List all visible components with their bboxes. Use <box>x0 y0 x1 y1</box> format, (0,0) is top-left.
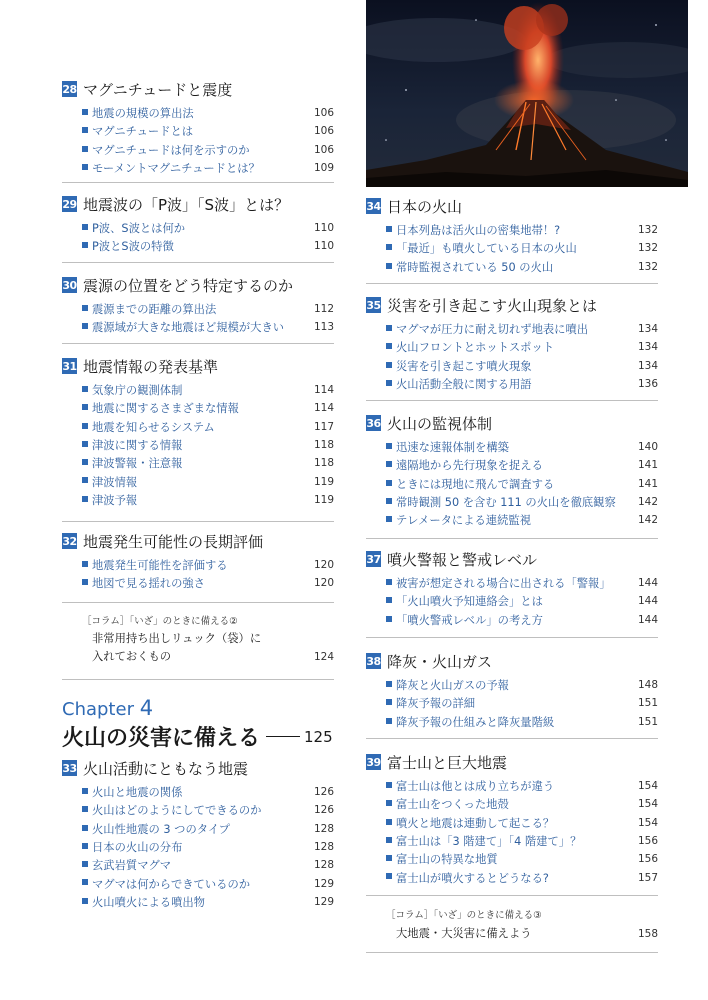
column-caption: ［コラム］「いざ」のときに備える② <box>82 616 238 627</box>
toc-item-label: 震源域が大きな地震ほど規模が大きい <box>92 321 285 335</box>
divider <box>366 952 658 953</box>
toc-item[interactable] <box>62 574 334 592</box>
section-heading[interactable] <box>366 412 658 434</box>
toc-item[interactable] <box>62 556 334 574</box>
toc-item[interactable] <box>366 795 658 813</box>
toc-item-label: 火山フロントとホットスポット <box>396 341 555 355</box>
toc-item[interactable] <box>366 493 658 511</box>
toc-item-label: 火山噴火による噴出物 <box>92 895 205 909</box>
section-heading[interactable] <box>62 193 334 215</box>
toc-section-38 <box>366 650 658 731</box>
page-number: 117 <box>313 420 334 433</box>
toc-item[interactable] <box>62 104 334 122</box>
page-number: 144 <box>637 577 658 590</box>
toc-item[interactable] <box>62 874 334 892</box>
toc-item[interactable] <box>62 418 334 436</box>
page-number: 109 <box>313 162 334 175</box>
page-number: 118 <box>313 439 334 452</box>
section-title: 災害を引き起こす火山現象とは <box>387 296 598 315</box>
divider <box>62 182 334 183</box>
section-title: 地震波の「P波」「S波」とは？ <box>83 195 290 214</box>
chapter-title: 火山の災害に備える <box>62 726 261 751</box>
toc-item-label: 富士山の特異な地質 <box>396 853 498 867</box>
toc-item[interactable] <box>62 399 334 417</box>
divider <box>366 400 658 401</box>
page-number: 140 <box>637 441 658 454</box>
page-number: 106 <box>313 107 334 120</box>
page-number: 142 <box>637 514 658 527</box>
page-number: 148 <box>637 679 658 692</box>
toc-item-label: ときには現地に飛んで調査する <box>396 477 555 491</box>
toc-item-label: マグマが圧力に耐え切れず地表に噴出 <box>396 323 589 337</box>
toc-item-label: 富士山は他とは成り立ちが違う <box>396 780 555 794</box>
toc-item-label: 迅速な速報体制を構築 <box>396 441 509 455</box>
toc-item-label: 地図で見る揺れの強さ <box>92 577 205 591</box>
page-number: 128 <box>313 859 334 872</box>
column-note[interactable] <box>62 613 334 666</box>
page-number: 118 <box>313 457 334 470</box>
section-title: 地震発生可能性の長期評価 <box>83 532 264 551</box>
section-number-badge: 30 <box>62 278 77 292</box>
page-number: 113 <box>313 321 334 334</box>
page-number: 128 <box>313 822 334 835</box>
toc-item[interactable] <box>366 338 658 356</box>
toc-item-label: 津波情報 <box>92 475 138 489</box>
section-heading[interactable] <box>62 274 334 296</box>
toc-item[interactable] <box>62 141 334 159</box>
toc-item-label: 地震の規模の算出法 <box>92 107 194 121</box>
toc-item-label: 降灰と火山ガスの予報 <box>396 679 509 693</box>
page-number: 132 <box>637 260 658 273</box>
toc-item-label: P波とS波の特徴 <box>92 240 174 254</box>
chapter-number: 4 <box>139 696 154 720</box>
page-number: 112 <box>313 303 334 316</box>
toc-item[interactable] <box>366 868 658 886</box>
chapter-page: 125 <box>304 727 333 746</box>
column-title-line1: 非常用持ち出しリュック（袋）に <box>92 632 262 645</box>
section-number-badge: 34 <box>366 199 381 213</box>
toc-item[interactable] <box>62 783 334 801</box>
section-number-badge: 31 <box>62 359 77 373</box>
toc-section-36 <box>366 412 658 529</box>
page-number: 124 <box>313 651 334 663</box>
page-number: 142 <box>637 496 658 509</box>
toc-item-label: 富士山をつくった地殻 <box>396 798 509 812</box>
leader-line <box>266 736 300 737</box>
toc-item[interactable] <box>366 814 658 832</box>
page-number: 110 <box>313 222 334 235</box>
section-heading[interactable] <box>366 548 658 570</box>
page-number: 157 <box>637 871 658 884</box>
toc-section-30 <box>62 274 334 337</box>
toc-section-39 <box>366 751 658 887</box>
toc-item-label: 津波に関する情報 <box>92 439 183 453</box>
section-heading[interactable] <box>366 294 658 316</box>
toc-item[interactable] <box>62 237 334 255</box>
toc-item[interactable] <box>62 436 334 454</box>
page-number: 151 <box>637 715 658 728</box>
page-number: 151 <box>637 697 658 710</box>
toc-item-label: 降灰予報の詳細 <box>396 697 476 711</box>
section-title: 火山の監視体制 <box>387 414 493 433</box>
page-number: 154 <box>637 816 658 829</box>
toc-item-label: 気象庁の観測体制 <box>92 384 183 398</box>
section-number-badge: 38 <box>366 654 381 668</box>
right-column <box>366 0 658 1000</box>
page-number: 106 <box>313 143 334 156</box>
toc-item[interactable] <box>62 893 334 911</box>
section-title: 富士山と巨大地震 <box>387 753 508 772</box>
section-heading[interactable] <box>366 751 658 773</box>
page-number: 126 <box>313 786 334 799</box>
toc-item-label: 火山はどのようにしてできるのか <box>92 804 262 818</box>
toc-item[interactable] <box>366 258 658 276</box>
toc-section-34 <box>366 195 658 276</box>
section-heading[interactable] <box>62 78 334 100</box>
toc-item-label: 震源までの距離の算出法 <box>92 303 217 317</box>
toc-item-label: 地震を知らせるシステム <box>92 420 215 434</box>
toc-item-label: マグマは何からできているのか <box>92 877 251 891</box>
section-title: 噴火警報と警戒レベル <box>387 550 538 569</box>
divider <box>62 679 334 680</box>
toc-item[interactable] <box>366 850 658 868</box>
toc-item[interactable] <box>62 122 334 140</box>
section-title: 火山活動にともなう地震 <box>83 759 249 778</box>
divider <box>366 895 658 896</box>
toc-item[interactable] <box>366 456 658 474</box>
left-column <box>62 0 334 1000</box>
page-number: 154 <box>637 780 658 793</box>
page-number: 114 <box>313 384 334 397</box>
page-number: 144 <box>637 613 658 626</box>
toc-item-label: 「最近」も噴火している日本の火山 <box>396 242 577 256</box>
volcano-photo <box>366 0 688 187</box>
toc-item-label: 火山と地震の関係 <box>92 786 183 800</box>
toc-item[interactable] <box>62 856 334 874</box>
section-heading[interactable] <box>62 757 334 779</box>
toc-item[interactable] <box>366 777 658 795</box>
toc-item-label: 降灰予報の仕組みと降灰量階級 <box>396 715 555 729</box>
divider <box>62 343 334 344</box>
toc-item-label: 富士山は「3 階建て」「4 階建て」？ <box>396 835 582 849</box>
column-caption: ［コラム］「いざ」のときに備える③ <box>386 910 542 921</box>
toc-section-29 <box>62 193 334 256</box>
section-title: 降灰・火山ガス <box>387 652 493 671</box>
toc-item[interactable] <box>62 300 334 318</box>
page-number: 129 <box>313 877 334 890</box>
toc-item[interactable] <box>366 574 658 592</box>
page-number: 144 <box>637 595 658 608</box>
toc-item-label: 津波予報 <box>92 493 138 507</box>
toc-item-label: 富士山が噴火するとどうなる? <box>396 871 549 885</box>
section-number-badge: 32 <box>62 534 77 548</box>
toc-section-28 <box>62 78 334 177</box>
toc-item-label: 「噴火警戒レベル」の考え方 <box>396 613 543 627</box>
toc-item-label: 津波警報・注意報 <box>92 457 183 471</box>
page-number: 134 <box>637 323 658 336</box>
toc-section-35 <box>366 294 658 393</box>
toc-item-label: 玄武岩質マグマ <box>92 859 172 873</box>
toc-item-label: 「火山噴火予知連絡会」とは <box>396 595 543 609</box>
divider <box>366 538 658 539</box>
toc-item[interactable] <box>62 318 334 336</box>
page-number: 126 <box>313 804 334 817</box>
page-number: 119 <box>313 493 334 506</box>
toc-item-label: 常時観測 50 を含む 111 の火山を徹底観察 <box>396 496 616 510</box>
page-number: 114 <box>313 402 334 415</box>
chapter-word: Chapter <box>62 699 134 720</box>
divider <box>62 262 334 263</box>
section-title: マグニチュードと震度 <box>83 80 233 99</box>
column-title-line1: 大地震・大災害に備えよう <box>396 927 532 940</box>
page-number: 119 <box>313 475 334 488</box>
column-title-line2: 入れておくもの <box>92 650 172 663</box>
toc-item-label: 遠隔地から先行現象を捉える <box>396 459 543 473</box>
toc-item-label: 日本列島は活火山の密集地帯！? <box>396 224 561 238</box>
chapter-label <box>62 696 153 720</box>
page-number: 134 <box>637 341 658 354</box>
toc-item[interactable] <box>366 239 658 257</box>
toc-item[interactable] <box>366 713 658 731</box>
toc-item[interactable] <box>62 801 334 819</box>
toc-item[interactable] <box>62 820 334 838</box>
page-number: 136 <box>637 378 658 391</box>
divider <box>62 602 334 603</box>
toc-section-33 <box>62 757 334 911</box>
page-number: 156 <box>637 835 658 848</box>
page-number: 141 <box>637 459 658 472</box>
page-number: 134 <box>637 359 658 372</box>
toc-item[interactable] <box>62 838 334 856</box>
toc-item[interactable] <box>366 375 658 393</box>
toc-item[interactable] <box>366 694 658 712</box>
chapter-heading[interactable] <box>62 721 333 752</box>
toc-item[interactable] <box>366 832 658 850</box>
toc-item-label: 被害が想定される場合に出される「警報」 <box>396 577 611 591</box>
toc-item[interactable] <box>366 611 658 629</box>
toc-section-32 <box>62 530 334 593</box>
section-title: 日本の火山 <box>387 197 463 216</box>
toc-item-label: マグニチュードは何を示すのか <box>92 143 250 157</box>
page-number: 156 <box>637 853 658 866</box>
page-number: 128 <box>313 841 334 854</box>
toc-item[interactable] <box>62 491 334 509</box>
page-number: 106 <box>313 125 334 138</box>
column-note[interactable] <box>366 907 658 943</box>
page-number: 132 <box>637 224 658 237</box>
toc-item[interactable] <box>366 221 658 239</box>
section-number-badge: 37 <box>366 552 381 566</box>
divider <box>62 521 334 522</box>
section-title: 地震情報の発表基準 <box>83 357 219 376</box>
section-number-badge: 39 <box>366 755 381 769</box>
divider <box>366 283 658 284</box>
section-number-badge: 33 <box>62 761 77 775</box>
toc-item[interactable] <box>366 357 658 375</box>
toc-item-label: 常時監視されている 50 の火山 <box>396 260 554 274</box>
section-heading[interactable] <box>62 355 334 377</box>
toc-item[interactable] <box>366 320 658 338</box>
divider <box>366 637 658 638</box>
toc-item-label: 地震発生可能性を評価する <box>92 559 228 573</box>
toc-item[interactable] <box>62 159 334 177</box>
section-number-badge: 36 <box>366 416 381 430</box>
toc-item[interactable] <box>366 592 658 610</box>
toc-item[interactable] <box>366 676 658 694</box>
toc-item-label: 火山活動全般に関する用語 <box>396 378 532 392</box>
toc-item-label: 地震に関するさまざまな情報 <box>92 402 239 416</box>
toc-item-label: 日本の火山の分布 <box>92 841 183 855</box>
toc-item-label: 噴火と地震は連動して起こる？ <box>396 816 555 830</box>
toc-item-label: 災害を引き起こす噴火現象 <box>396 359 532 373</box>
toc-item[interactable] <box>62 454 334 472</box>
section-heading[interactable] <box>62 530 334 552</box>
page-number: 120 <box>313 577 334 590</box>
section-number-badge: 28 <box>62 82 77 96</box>
toc-item-label: P波、S波とは何か <box>92 222 186 236</box>
section-title: 震源の位置をどう特定するのか <box>83 276 294 295</box>
toc-item[interactable] <box>366 438 658 456</box>
page-number: 129 <box>313 895 334 908</box>
toc-section-37 <box>366 548 658 629</box>
page-number: 132 <box>637 242 658 255</box>
page-number: 141 <box>637 477 658 490</box>
page-number: 158 <box>637 928 658 940</box>
page-number: 110 <box>313 240 334 253</box>
toc-item-label: マグニチュードとは <box>92 125 194 139</box>
toc-item-label: モーメントマグニチュードとは？ <box>92 162 260 176</box>
toc-item[interactable] <box>366 475 658 493</box>
toc-item[interactable] <box>62 219 334 237</box>
toc-section-31 <box>62 355 334 509</box>
toc-item-label: テレメータによる連続監視 <box>396 514 531 528</box>
section-number-badge: 35 <box>366 298 381 312</box>
page-number: 120 <box>313 559 334 572</box>
toc-item[interactable] <box>62 472 334 490</box>
toc-item[interactable] <box>62 381 334 399</box>
toc-item[interactable] <box>366 511 658 529</box>
divider <box>366 738 658 739</box>
page-number: 154 <box>637 798 658 811</box>
section-number-badge: 29 <box>62 197 77 211</box>
toc-item-label: 火山性地震の 3 つのタイプ <box>92 822 231 836</box>
section-heading[interactable] <box>366 195 658 217</box>
section-heading[interactable] <box>366 650 658 672</box>
